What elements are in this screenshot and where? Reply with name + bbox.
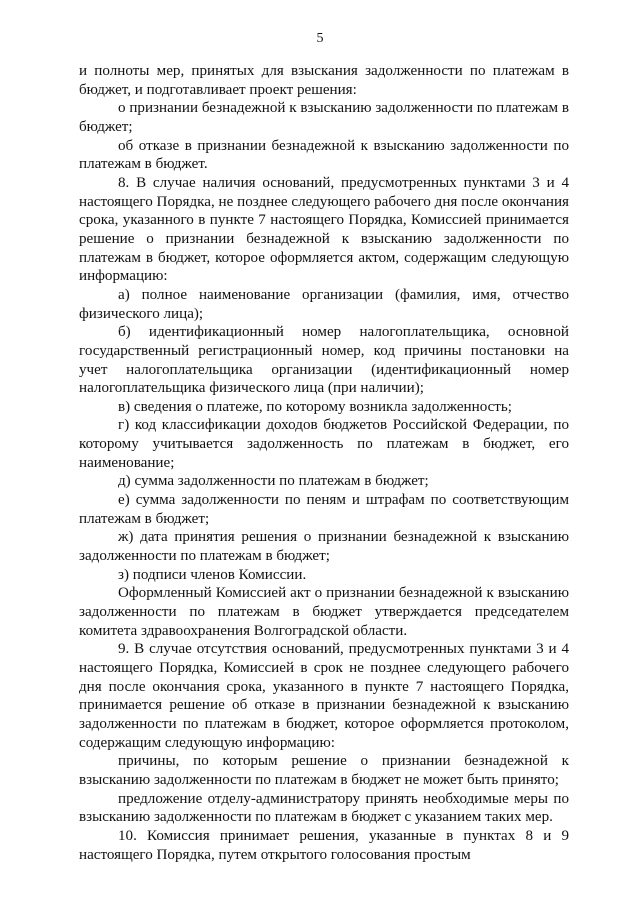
paragraph-decision-refuse: об отказе в признании безнадежной к взысканию задолженности по платежам в бюджет. [79, 137, 569, 173]
paragraph-item-g: г) код классификации доходов бюджетов Российской Федерации, по которому учитывается задолженность по платежам в бюджет, его наименование; [79, 417, 569, 471]
paragraph-item-z: з) подписи членов Комиссии. [118, 566, 307, 583]
paragraph-item-9: 9. В случае отсутствия оснований, предусмотренных пунктами 3 и 4 настоящего Порядка, Комиссией в срок не позднее следующего рабочего дня после окончания срока, указанного в пункте 7 настоящего Порядка, принимается решение об отказе в признании безнадежной к взысканию задолженности по платежам в бюджет, которое оформляется протоколом, содержащим следующую информацию: [79, 641, 569, 751]
paragraph-item-d: д) сумма задолженности по платежам в бюджет; [118, 473, 429, 490]
document-body [79, 62, 569, 864]
paragraph-item-b: б) идентификационный номер налогоплательщика, основной государственный регистрационный номер, код причины постановки на учет налогоплательщика организации (идентификационный номер налогоплательщика физического лица (при наличии); [79, 324, 569, 397]
paragraph-item-a: а) полное наименование организации (фамилия, имя, отчество физического лица); [79, 286, 569, 322]
paragraph-item-zh: ж) дата принятия решения о признании безнадежной к взысканию задолженности по платежам в бюджет; [79, 529, 569, 565]
paragraph-item-10: 10. Комиссия принимает решения, указанные в пунктах 8 и 9 настоящего Порядка, путем открытого голосования простым [79, 827, 569, 863]
page-number: 5 [316, 31, 324, 46]
paragraph-continuation: и полноты мер, принятых для взыскания задолженности по платежам в бюджет, и подготавливает проект решения: [79, 63, 569, 98]
paragraph-item-e: е) сумма задолженности по пеням и штрафам по соответствующим платежам в бюджет; [79, 492, 569, 527]
paragraph-act-approval: Оформленный Комиссией акт о признании безнадежной к взысканию задолженности по платежам в бюджет утверждается председателем комитета здравоохранения Волгоградской области. [79, 585, 569, 639]
paragraph-decision-recognize: о признании безнадежной к взысканию задолженности по платежам в бюджет; [79, 100, 569, 135]
paragraph-item-v: в) сведения о платеже, по которому возникла задолженность; [118, 398, 512, 415]
paragraph-item-8: 8. В случае наличия оснований, предусмотренных пунктами 3 и 4 настоящего Порядка, не позднее следующего рабочего дня после окончания срока, указанного в пункте 7 настоящего Порядка, Комиссией принимается решение о признании безнадежной к взысканию задолженности по платежам в бюджет, которое оформляется актом, содержащим следующую информацию: [79, 174, 569, 285]
paragraph-proposal: предложение отделу-администратору принять необходимые меры по взысканию задолженности по платежам в бюджет с указанием таких мер. [79, 790, 569, 826]
paragraph-reasons: причины, по которым решение о признании безнадежной к взысканию задолженности по платежам в бюджет не может быть принято; [79, 753, 569, 788]
